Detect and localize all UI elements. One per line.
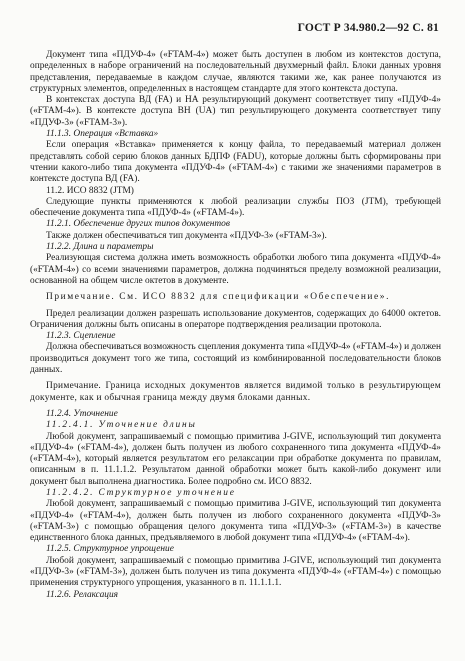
paragraph: Любой документ, запрашиваемый с помощью примитива J-GIVE, использующий тип документа «ПДУФ-4» («FTAM-4»), должен быть получен из любого сохраненного документа «ПДУФ-3» («FTAM-3») с помощью обращения целого документа типа «ПДУФ-3» («FTAM-3») в качестве единственного блока данных, предъявляемого в любой документ типа «ПДУФ-4» («FTAM-4»). (30, 499, 441, 544)
paragraph: 11.2.1. Обеспечение других типов документов (46, 219, 230, 230)
paragraph: Предел реализации должен разрешать использование документов, содержащих до 64000 октетов. Ограничения должны быть описаны в операторе подтверждения реализации протокола. (30, 308, 441, 330)
paragraph: Любой документ, запрашиваемый с помощью примитива J-GIVE, использующий тип документа «ПДУФ-4» («FTAM-4»), должен быть получен из любого сохраненного типа документа «ПДУФ-4» («FTAM-4»), который является результатом его релаксации при обработке документа по правилам, описанным в п. 11.1.1.2. Результатом данной обработки может быть какой-либо документ или документ был выполнена диагностика. Более подробно см. ИСО 8832. (30, 431, 441, 487)
paragraph: Реализующая система должна иметь возможность обработки любого типа документа «ПДУФ-4» («FTAM-4») со всеми значениями параметров, должна подчиняться пределу возможной реализации, основанной на общем числе октетов в документе. (30, 253, 441, 286)
paragraph: 11.2.4. Уточнение (46, 408, 118, 419)
paragraph: 11.2.3. Сцепление (46, 331, 116, 342)
paragraph: 11.1.3. Операция «Вставка» (46, 129, 159, 140)
paragraph: Следующие пункты применяются к любой реализации службы ПОЗ (JTM), требующей обеспечение документа типа «ПДУФ-4» («FTAM-4»). (30, 196, 441, 219)
page-header: ГОСТ Р 34.980.2—92 С. 81 (297, 22, 439, 34)
paragraph: 11.2.4.1. Уточнение длины (46, 420, 197, 431)
paragraph: В контекстах доступа ВД (FA) и НА результирующий документ соответствует типу «ПДУФ-4» («FTAM-4»). В контексте доступа ВН (UA) тип результирующего документа соответствует типу «ПДУФ-3» («FTAM-3»). (30, 95, 441, 128)
paragraph: 11.2. ИСО 8832 (JTM) (46, 185, 134, 196)
paragraph: 11.2.4.2. Структурное уточнение (46, 487, 236, 498)
paragraph: Документ типа «ПДУФ-4» («FTAM-4») может быть доступен в любом из контекстов доступа, определенных в наборе ограничений на последовательный двухмерный файл. Блоки данных уровня представления, передаваемые в каждом случае, являются такими же, как ранее получаются из структурных элементов, определенных в настоящем стандарте для этого контекста доступа. (30, 50, 441, 94)
paragraph: Если операция «Вставка» применяется к концу файла, то передаваемый материал должен представлять собой серию блоков данных БДПФ (FADU), которые должны быть сформированы при чтении какого-либо типа документа «ПДУФ-4» («FTAM-4») с такими же значениями параметров в контексте доступа ВД (FA). (30, 140, 441, 185)
paragraph: Примечание. См. ИСО 8832 для спецификации «Обеспечение». (46, 292, 391, 303)
paragraph: Должна обеспечиваться возможность сцепления документа типа «ПДУФ-4» («FTAM-4») и должен производиться документ того же типа, состоящий из комбинированной последовательности блоков данных. (30, 342, 441, 376)
paragraph: Любой документ, запрашиваемый с помощью примитива J-GIVE, использующий тип документа «ПДУФ-3» («FTAM-3»), должен быть получен из типа документа «ПДУФ-4» («FTAM-4») с помощью применения структурного упрощения, указанного в п. 11.1.1.1. (30, 555, 441, 589)
paragraph: 11.2.5. Структурное упрощение (46, 544, 174, 555)
paragraph: Также должен обеспечиваться тип документа «ПДУФ-3» («FTAM-3»). (46, 230, 327, 241)
paragraph: 11.2.6. Релаксация (46, 589, 118, 600)
paragraph: 11.2.2. Длина и параметры (46, 242, 154, 253)
document-body (30, 50, 441, 601)
paragraph: Примечание. Граница исходных документов является видимой только в результирующем документе, как и обычная граница между двумя блоками данных. (30, 381, 441, 403)
